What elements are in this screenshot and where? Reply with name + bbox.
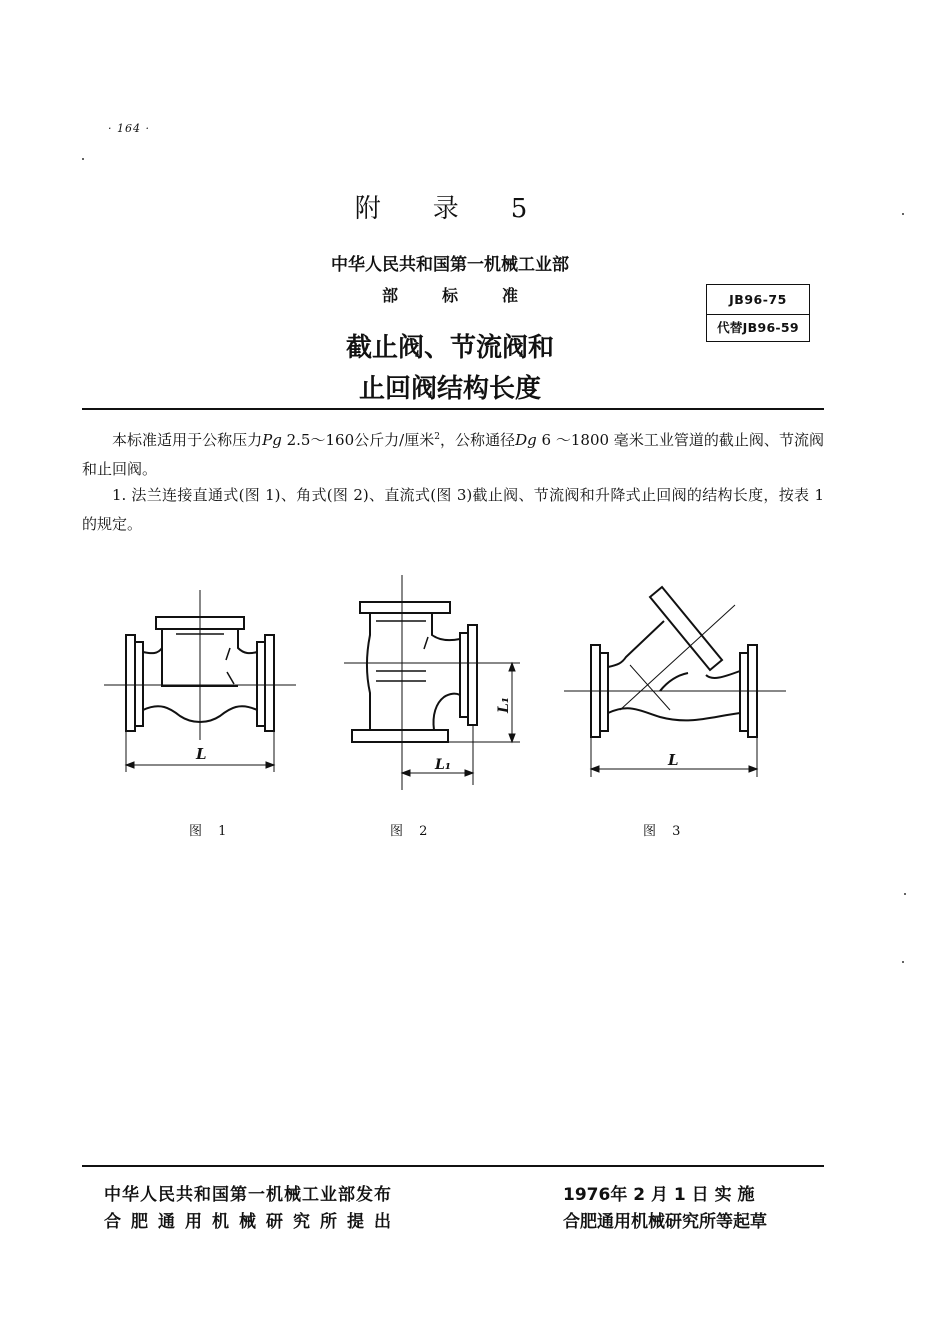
scan-speck <box>904 893 906 895</box>
figure-1-drawing <box>100 590 300 790</box>
fig2-horizontal-label: L₁ <box>435 757 451 773</box>
figure-2-drawing <box>340 575 530 795</box>
page-number: · 164 · <box>108 122 150 135</box>
dept-char-1: 部 <box>381 286 398 305</box>
appendix-heading <box>0 188 890 225</box>
para1-part-d: 6 ～1800 毫米工业管道的截止阀、节流阀和止回阀。 <box>82 431 824 478</box>
para1-part-c: ，公称通径 <box>440 431 516 449</box>
paragraph-scope <box>82 423 824 484</box>
para1-part-b: 2.5～160公斤力/厘米 <box>281 431 435 449</box>
dept-char-3: 准 <box>502 286 519 305</box>
replaces-standard: 代替JB96-59 <box>717 320 799 335</box>
figure-3-caption: 图 3 <box>643 824 687 839</box>
header-rule <box>82 408 824 410</box>
fig3-length-label: L <box>668 751 679 769</box>
effective-date: 1976年 2 月 1 日 实 施 <box>563 1185 755 1205</box>
para1-superscript: 2 <box>434 432 441 442</box>
fig1-length-label: L <box>196 745 207 763</box>
document-title-line-2: 止回阀结构长度 <box>358 374 541 404</box>
figure-1-caption: 图 1 <box>189 824 233 839</box>
fig2-vertical-label: L₁ <box>496 697 512 713</box>
dg-symbol: Dg <box>515 431 537 449</box>
para1-part-a: 本标准适用于公称压力 <box>112 431 263 449</box>
appendix-word-1: 附 <box>354 194 389 224</box>
scan-speck <box>82 158 84 160</box>
issuing-authority: 中华人民共和国第一机械工业部发布 <box>104 1185 392 1205</box>
figure-3-drawing <box>560 585 790 785</box>
standard-number: JB96-75 <box>707 285 809 315</box>
pg-symbol: Pg <box>262 431 282 449</box>
scan-speck <box>902 213 904 215</box>
ministry-name: 中华人民共和国第一机械工业部 <box>331 255 569 275</box>
figure-2-caption: 图 2 <box>390 824 434 839</box>
document-title-line-1: 截止阀、节流阀和 <box>345 333 554 363</box>
scan-speck <box>902 961 904 963</box>
drafting-institute: 合肥通用机械研究所等起草 <box>563 1212 767 1232</box>
appendix-number: 5 <box>510 194 536 224</box>
dept-char-2: 标 <box>441 286 458 305</box>
footer-rule <box>82 1165 824 1167</box>
paragraph-clause-1: 1. 法兰连接直通式(图 1)、角式(图 2)、直流式(图 3)截止阀、节流阀和升降式止回阀的结构长度，按表 1 的规定。 <box>82 486 824 533</box>
appendix-word-2: 录 <box>432 194 467 224</box>
proposing-institute: 合肥通用机械研究所提出 <box>104 1212 401 1232</box>
